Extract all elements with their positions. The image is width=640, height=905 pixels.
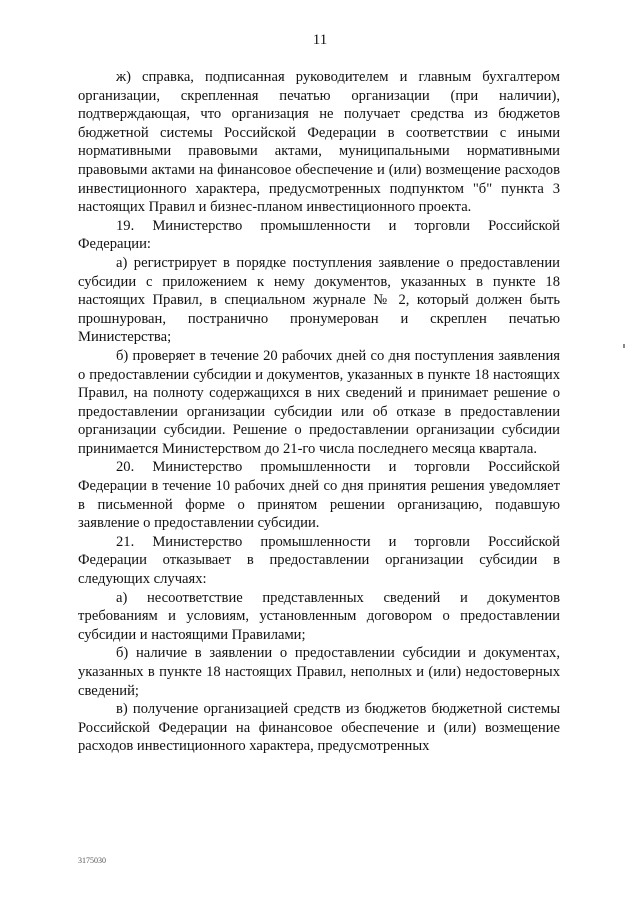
- page-number: 11: [312, 32, 328, 48]
- paragraph-21-b: б) наличие в заявлении о предоставлении субсидии и документах, указанных в пункте 18 настоящих Правил, неполных и (или) недостоверных сведений;: [78, 645, 560, 699]
- paragraph-19-b: б) проверяет в течение 20 рабочих дней со дня поступления заявления о предоставлении субсидии и документов, указанных в пункте 18 настоящих Правил, на полноту содержащихся в них сведений и принимает решение о предоставлении организации субсидии или об отказе в предоставлении организации субсидии. Решение о предоставлении организации субсидии принимается Министерством до 21-го числа последнего месяца квартала.: [78, 347, 560, 457]
- document-body: [78, 68, 560, 756]
- paragraph-21-v: в) получение организацией средств из бюджетов бюджетной системы Российской Федерации на финансовое обеспечение и (или) возмещение расходов инвестиционного характера, предусмотренных: [78, 701, 560, 755]
- paragraph-item-zh: ж) справка, подписанная руководителем и главным бухгалтером организации, скрепленная печатью организации (при наличии), подтверждающая, что организация не получает средства из бюджетов бюджетной системы Российской Федерации в соответствии с иными нормативными правовыми актами, муниципальными нормативными правовыми актами на финансовое обеспечение и (или) возмещение расходов инвестиционного характера, предусмотренных подпунктом "б" пункта 3 настоящих Правил и бизнес-планом инвестиционного проекта.: [78, 69, 560, 216]
- paragraph-21-a: а) несоответствие представленных сведений и документов требованиям и условиям, установленным договором о предоставлении субсидии и настоящими Правилами;: [78, 589, 560, 643]
- paragraph-clause-19: 19. Министерство промышленности и торговли Российской Федерации:: [78, 217, 560, 253]
- document-code: 3175030: [78, 856, 106, 865]
- paragraph-clause-20: 20. Министерство промышленности и торговли Российской Федерации в течение 10 рабочих дней со дня принятия решения уведомляет в письменной форме о принятом решении организацию, подавшую заявление о предоставлении субсидии.: [78, 459, 560, 532]
- paragraph-19-a: а) регистрирует в порядке поступления заявление о предоставлении субсидии с приложением к нему документов, указанных в пункте 18 настоящих Правил, в специальном журнале № 2, который должен быть прошнурован, постранично пронумерован и скреплен печатью Министерства;: [78, 254, 560, 346]
- margin-mark: [623, 344, 625, 348]
- paragraph-clause-21: 21. Министерство промышленности и торговли Российской Федерации отказывает в предоставлении организации субсидии в следующих случаях:: [78, 533, 560, 588]
